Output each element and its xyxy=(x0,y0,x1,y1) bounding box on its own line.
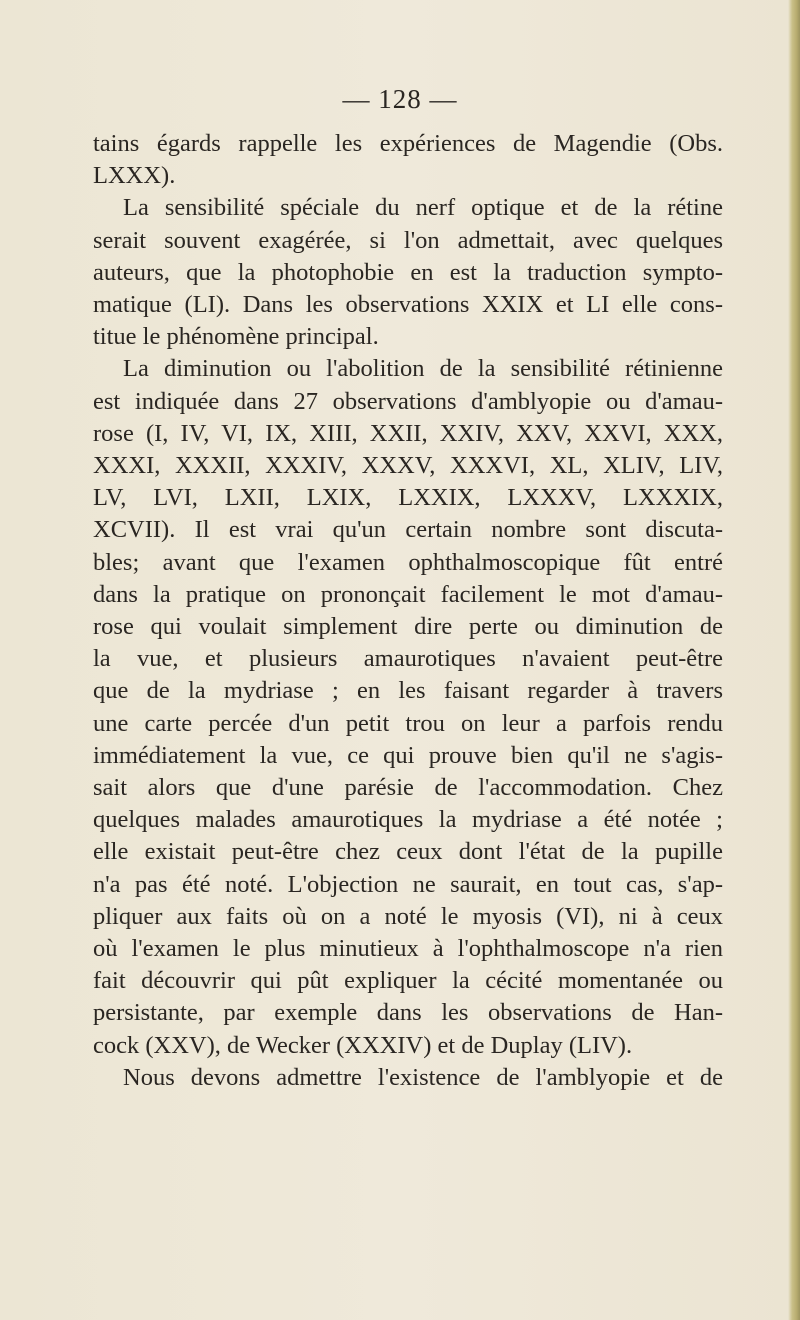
body-text xyxy=(93,128,723,1094)
text-line: matique (LI). Dans les observations XXIX et LI elle cons- xyxy=(93,291,723,319)
text-line: rose (I, IV, VI, IX, XIII, XXII, XXIV, XXV, XXVI, XXX, xyxy=(93,419,723,447)
text-line: serait souvent exagérée, si l'on admettait, avec quelques xyxy=(93,226,723,254)
text-line: une carte percée d'un petit trou on leur a parfois rendu xyxy=(93,709,723,737)
text-line: quelques malades amaurotiques la mydriase a été notée ; xyxy=(93,806,723,834)
text-line: XXXI, XXXII, XXXIV, XXXV, XXXVI, XL, XLIV, LIV, xyxy=(93,452,723,480)
text-line: sait alors que d'une parésie de l'accommodation. Chez xyxy=(93,774,723,802)
text-line: rose qui voulait simplement dire perte ou diminution de xyxy=(93,613,723,641)
text-line: la vue, et plusieurs amaurotiques n'avaient peut-être xyxy=(93,645,723,673)
page-edge xyxy=(788,0,800,1320)
text-line: est indiquée dans 27 observations d'amblyopie ou d'amau- xyxy=(93,387,723,415)
text-line: elle existait peut-être chez ceux dont l'état de la pupille xyxy=(93,838,723,866)
text-line: où l'examen le plus minutieux à l'ophthalmoscope n'a rien xyxy=(93,935,723,963)
page-number: — 128 — xyxy=(342,84,458,114)
text-line: persistante, par exemple dans les observations de Han- xyxy=(93,999,723,1027)
text-line: LV, LVI, LXII, LXIX, LXXIX, LXXXV, LXXXIX, xyxy=(93,484,723,512)
text-line: titue le phénomène principal. xyxy=(93,323,379,351)
text-line: tains égards rappelle les expériences de Magendie (Obs. xyxy=(93,130,723,157)
text-line: La diminution ou l'abolition de la sensibilité rétinienne xyxy=(123,355,723,383)
text-line: auteurs, que la photophobie en est la traduction sympto- xyxy=(93,258,723,286)
text-line: bles; avant que l'examen ophthalmoscopique fût entré xyxy=(93,548,723,576)
text-line: LXXX). xyxy=(93,162,176,190)
text-line: pliquer aux faits où on a noté le myosis (VI), ni à ceux xyxy=(93,902,723,930)
text-line: fait découvrir qui pût expliquer la cécité momentanée ou xyxy=(93,967,723,995)
text-line: XCVII). Il est vrai qu'un certain nombre sont discuta- xyxy=(93,516,723,544)
text-line: Nous devons admettre l'existence de l'amblyopie et de xyxy=(123,1063,723,1091)
text-line: La sensibilité spéciale du nerf optique et de la rétine xyxy=(123,194,723,222)
text-line: cock (XXV), de Wecker (XXXIV) et de Duplay (LIV). xyxy=(93,1031,633,1059)
text-line: n'a pas été noté. L'objection ne saurait, en tout cas, s'ap- xyxy=(93,870,723,898)
text-line: que de la mydriase ; en les faisant regarder à travers xyxy=(93,677,723,705)
text-line: immédiatement la vue, ce qui prouve bien qu'il ne s'agis- xyxy=(93,741,723,769)
text-line: dans la pratique on prononçait facilement le mot d'amau- xyxy=(93,580,723,608)
